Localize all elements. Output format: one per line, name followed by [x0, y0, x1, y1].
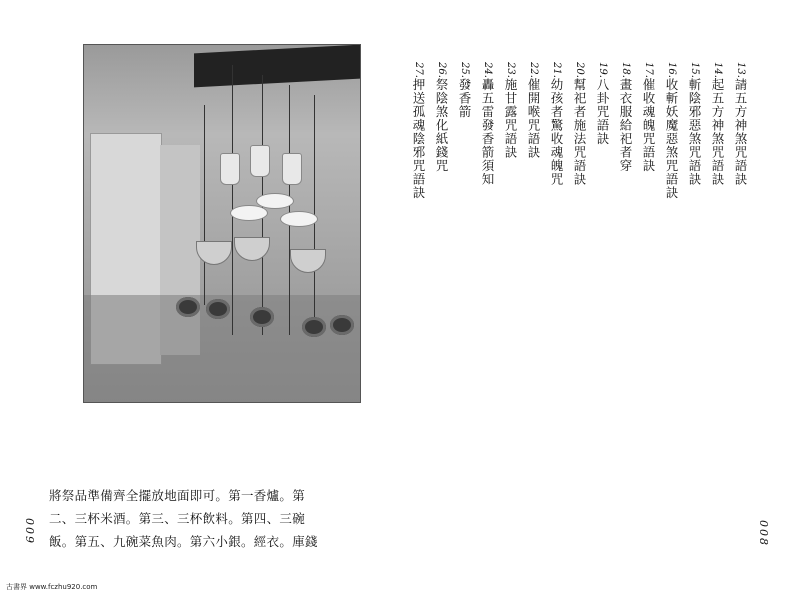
plate [230, 205, 268, 221]
list-item: 19.八卦咒語訣 [595, 62, 610, 146]
paper-flower [206, 299, 230, 319]
paper-flower [302, 317, 326, 337]
paper-flower [330, 315, 354, 335]
list-item: 16.收斬妖魔惡煞咒語訣 [664, 62, 679, 200]
incense-stick [232, 65, 233, 335]
page-number-left: 009 [23, 518, 36, 545]
food-bowl [290, 249, 326, 273]
body-line: 二、三杯米酒。第三、三杯飲料。第四、三碗 [49, 511, 306, 526]
page-number-right: 008 [757, 520, 770, 547]
offering-instructions [49, 484, 399, 553]
list-item: 23.施甘露咒語訣 [503, 62, 518, 159]
incense-stick [204, 105, 205, 305]
paper-flower [250, 307, 274, 327]
list-item: 18.畫衣服給祀者穿 [618, 62, 633, 173]
photo-wall-shadow [194, 45, 360, 88]
site-watermark: 古書界 www.fczhu920.com [6, 583, 98, 591]
body-line: 將祭品準備齊全擺放地面即可。第一香爐。第 [49, 488, 306, 503]
wine-cup [220, 153, 240, 185]
list-item: 20.幫祀者施法咒語訣 [572, 62, 587, 186]
list-item: 13.請五方神煞咒語訣 [733, 62, 748, 186]
list-item: 22.催開喉咒語訣 [526, 62, 541, 159]
list-item: 15.斬陰邪惡煞咒語訣 [687, 62, 702, 186]
incense-stick [289, 85, 290, 335]
paper-flower [176, 297, 200, 317]
body-line: 飯。第五、九碗菜魚肉。第六小銀。經衣。庫錢 [49, 534, 318, 549]
plate [280, 211, 318, 227]
list-item: 27.押送孤魂陰邪咒語訣 [411, 62, 426, 200]
wine-cup [282, 153, 302, 185]
food-bowl [234, 237, 270, 261]
list-item: 14.起五方神煞咒語訣 [710, 62, 725, 186]
list-item: 25.發香箭 [457, 62, 472, 119]
list-item: 24.轟五雷發香箭須知 [480, 62, 495, 186]
food-bowl [196, 241, 232, 265]
list-item: 26.祭陰煞化紙錢咒 [434, 62, 449, 173]
wine-cup [250, 145, 270, 177]
list-item: 21.幼孩者驚收魂魄咒 [549, 62, 564, 186]
altar-photo [83, 44, 361, 403]
incantation-list [410, 62, 750, 262]
plate [256, 193, 294, 209]
list-item: 17.催收魂魄咒語訣 [641, 62, 656, 173]
